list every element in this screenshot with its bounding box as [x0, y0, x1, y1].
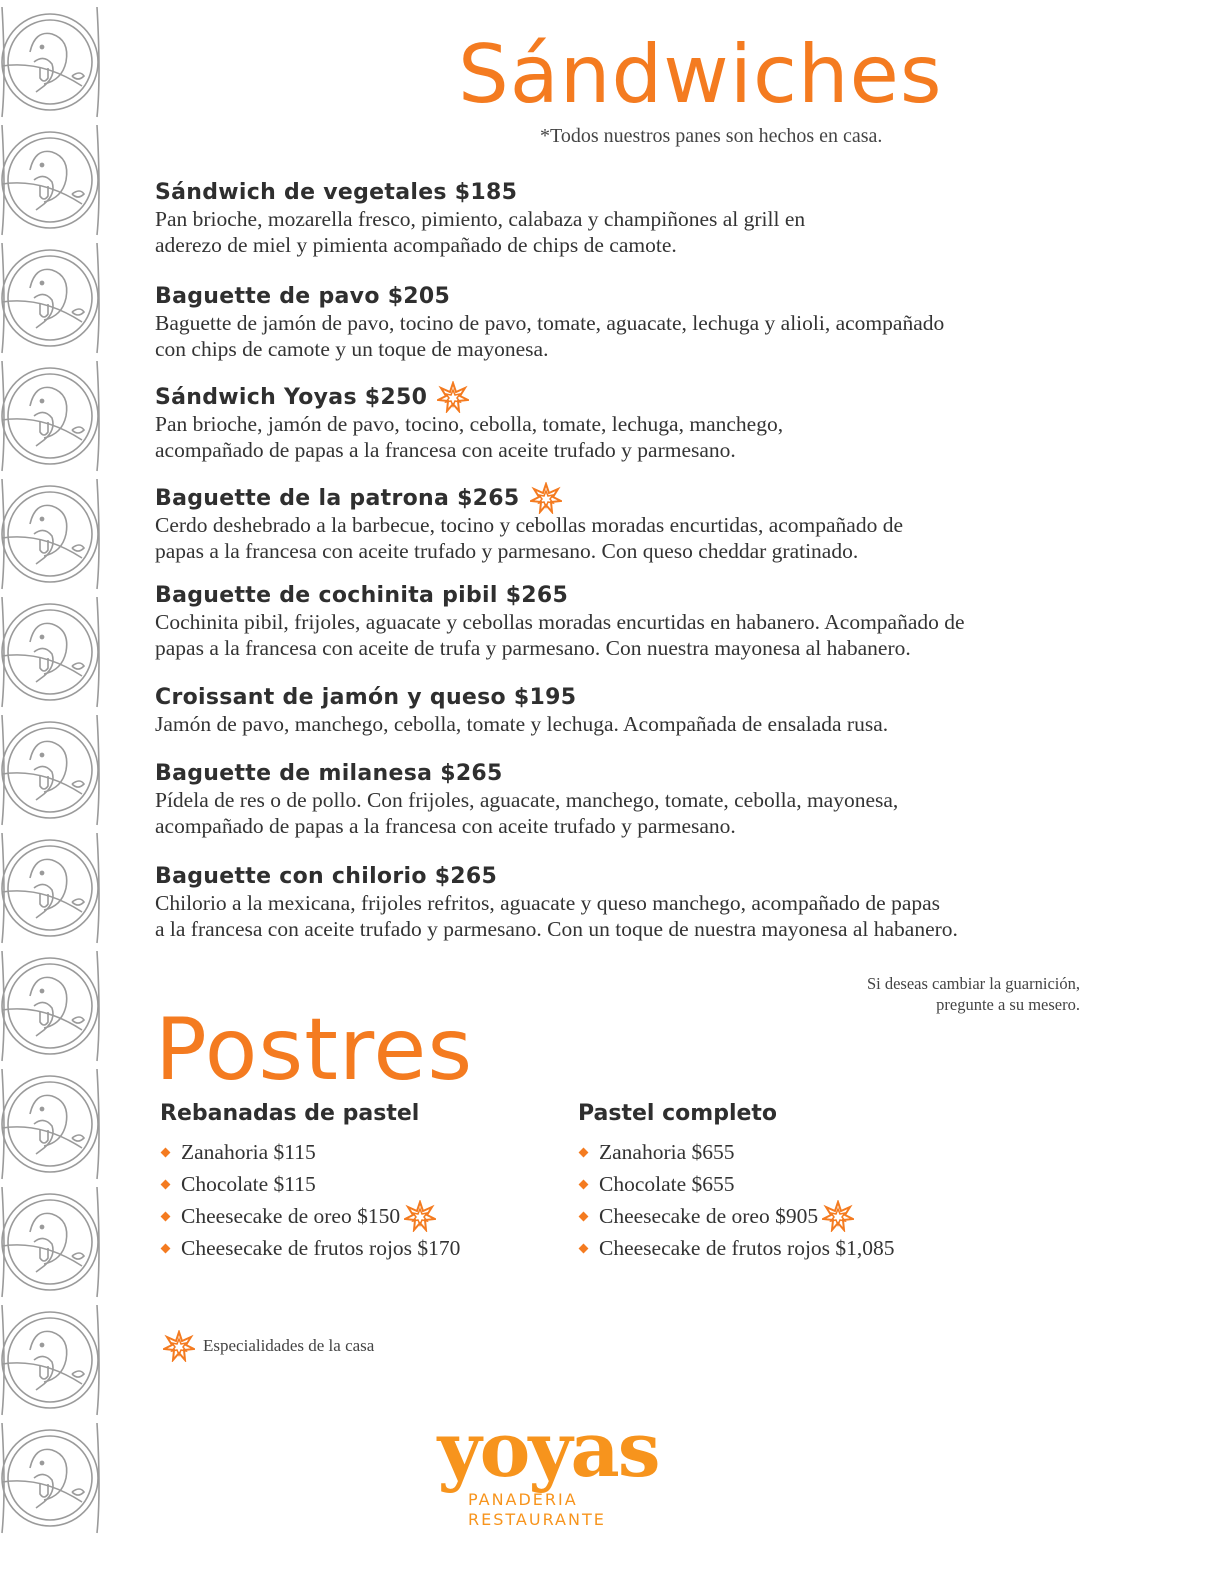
- subtitle: *Todos nuestros panes son hechos en casa.: [540, 125, 883, 147]
- star-icon: [530, 482, 562, 514]
- bird-medallion-icon: [2, 7, 99, 117]
- dessert-label: Cheesecake de frutos rojos $1,085: [599, 1236, 895, 1260]
- column-header: Rebanadas de pastel: [160, 1101, 420, 1126]
- dessert-item: [578, 1136, 895, 1168]
- diamond-bullet-icon: [579, 1147, 589, 1157]
- item-name: [155, 383, 1075, 411]
- item-name-text: Sándwich Yoyas $250: [155, 384, 428, 410]
- bird-medallion-icon: [2, 125, 99, 235]
- item-description: Baguette de jamón de pavo, tocino de pavo, tomate, aguacate, lechuga y alioli, acompañado con chips de camote y un toque de mayonesa.: [155, 311, 945, 361]
- item-name-text: Baguette con chilorio $265: [155, 863, 498, 889]
- item-name: [155, 581, 1075, 609]
- dessert-label: Chocolate $115: [181, 1172, 316, 1196]
- diamond-bullet-icon: [161, 1211, 171, 1221]
- dessert-label: Zanahoria $655: [599, 1140, 735, 1164]
- dessert-label: Cheesecake de frutos rojos $170: [181, 1236, 461, 1260]
- menu-item: [155, 683, 1075, 737]
- bird-medallion-icon: [2, 243, 99, 353]
- item-description: Pan brioche, mozarella fresco, pimiento, calabaza y champiñones al grill en aderezo de miel y pimienta acompañado de chips de camote.: [155, 207, 806, 257]
- dessert-item: [160, 1136, 460, 1168]
- star-icon: [163, 1330, 195, 1362]
- dessert-item: [578, 1168, 895, 1200]
- legend: [163, 1330, 374, 1362]
- bird-medallion-icon: [2, 951, 99, 1061]
- item-name-text: Croissant de jamón y queso $195: [155, 684, 577, 710]
- item-description: Pídela de res o de pollo. Con frijoles, aguacate, manchego, tomate, cebolla, mayonesa, acompañado de papas a la francesa con aceite trufado y parmesano.: [155, 788, 899, 838]
- item-name-text: Baguette de cochinita pibil $265: [155, 582, 569, 608]
- diamond-bullet-icon: [579, 1243, 589, 1253]
- menu-item: [155, 282, 1075, 362]
- diamond-bullet-icon: [161, 1179, 171, 1189]
- item-description: Pan brioche, jamón de pavo, tocino, cebolla, tomate, lechuga, manchego, acompañado de papas a la francesa con aceite trufado y parmesano.: [155, 412, 784, 462]
- yoyas-logo: [428, 1405, 668, 1530]
- menu-item: [155, 383, 1075, 463]
- bird-medallion-icon: [2, 1305, 99, 1415]
- item-name: [155, 683, 1075, 711]
- dessert-label: Cheesecake de oreo $905: [599, 1204, 819, 1228]
- logo-line1: PANADERIA: [468, 1490, 578, 1509]
- menu-item: [155, 581, 1075, 661]
- dessert-item: [578, 1232, 895, 1264]
- dessert-label: Zanahoria $115: [181, 1140, 316, 1164]
- item-name-text: Baguette de pavo $205: [155, 283, 451, 309]
- item-description: Chilorio a la mexicana, frijoles refritos, aguacate y queso manchego, acompañado de papas a la francesa con aceite trufado y parmesano. Con un toque de nuestra mayonesa al habanero.: [155, 891, 958, 941]
- dessert-label: Chocolate $655: [599, 1172, 735, 1196]
- diamond-bullet-icon: [161, 1243, 171, 1253]
- bird-medallion-icon: [2, 1423, 99, 1533]
- dessert-item: [578, 1200, 895, 1232]
- sandwiches-title: Sándwiches: [458, 28, 943, 121]
- menu-item: [155, 178, 1075, 258]
- item-name-text: Sándwich de vegetales $185: [155, 179, 518, 205]
- diamond-bullet-icon: [161, 1147, 171, 1157]
- diamond-bullet-icon: [579, 1211, 589, 1221]
- star-icon: [404, 1200, 436, 1232]
- dessert-column: [160, 1101, 460, 1264]
- decorative-bird-border: [0, 0, 102, 1584]
- logo-line2: RESTAURANTE: [468, 1510, 606, 1529]
- star-icon: [437, 381, 469, 413]
- item-name: [155, 282, 1075, 310]
- dessert-item: [160, 1168, 460, 1200]
- item-name: [155, 178, 1075, 206]
- bird-medallion-icon: [2, 597, 99, 707]
- item-description: Jamón de pavo, manchego, cebolla, tomate y lechuga. Acompañada de ensalada rusa.: [155, 712, 889, 736]
- dessert-label: Cheesecake de oreo $150: [181, 1204, 401, 1228]
- dessert-column: [578, 1101, 895, 1264]
- diamond-bullet-icon: [579, 1179, 589, 1189]
- item-name: [155, 484, 1075, 512]
- menu-item: [155, 484, 1075, 564]
- column-header: Pastel completo: [578, 1101, 778, 1126]
- bird-medallion-icon: [2, 833, 99, 943]
- bird-medallion-icon: [2, 715, 99, 825]
- star-icon: [822, 1200, 854, 1232]
- postres-title: Postres: [155, 1000, 474, 1100]
- item-name-text: Baguette de milanesa $265: [155, 760, 503, 786]
- bird-medallion-icon: [2, 1069, 99, 1179]
- bird-medallion-icon: [2, 361, 99, 471]
- dessert-item: [160, 1232, 460, 1264]
- item-name-text: Baguette de la patrona $265: [155, 485, 520, 511]
- dessert-item: [160, 1200, 460, 1232]
- menu-item: [155, 759, 1075, 839]
- bird-medallion-icon: [2, 1187, 99, 1297]
- item-description: Cerdo deshebrado a la barbecue, tocino y cebollas moradas encurtidas, acompañado de papas a la francesa con aceite trufado y parmesano. Con queso cheddar gratinado.: [155, 513, 904, 563]
- item-description: Cochinita pibil, frijoles, aguacate y cebollas moradas encurtidas en habanero. Acompañado de papas a la francesa con aceite de trufa y parmesano. Con nuestra mayonesa al habanero.: [155, 610, 965, 660]
- item-name: [155, 759, 1075, 787]
- side-dish-note: Si deseas cambiar la guarnición, pregunte a su mesero.: [866, 974, 1080, 1014]
- item-name: [155, 862, 1075, 890]
- bird-medallion-icon: [2, 479, 99, 589]
- logo-word: yoyas: [437, 1405, 659, 1494]
- menu-item: [155, 862, 1075, 942]
- legend-label: Especialidades de la casa: [203, 1336, 375, 1355]
